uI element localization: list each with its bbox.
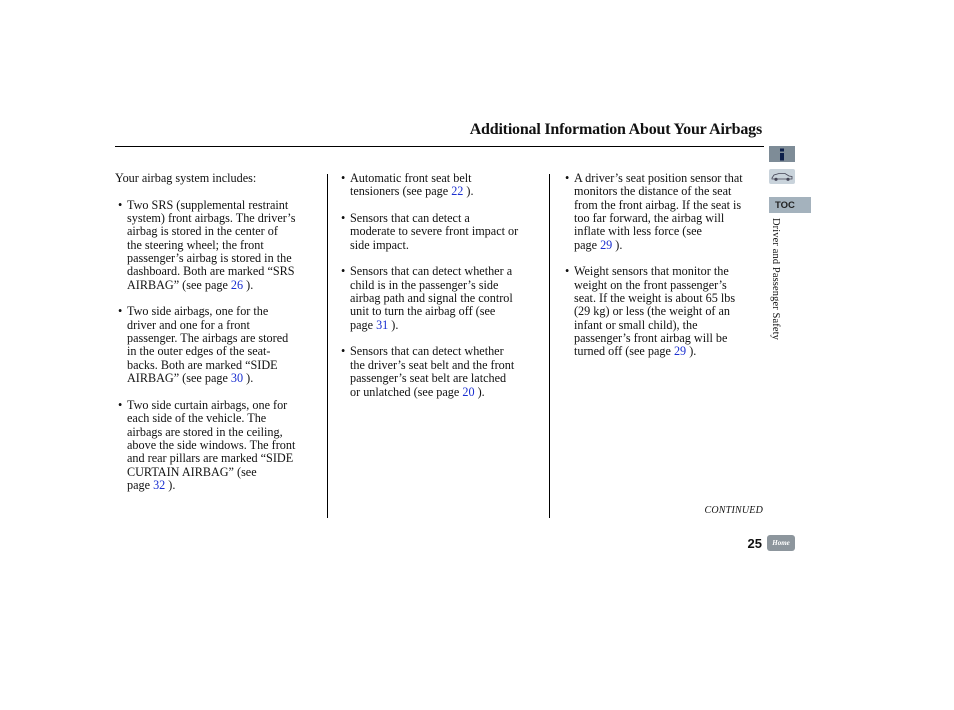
item-text-line [350,185,544,198]
item-text-line: above the side windows. The front [127,437,296,452]
page-link[interactable]: 30 [230,371,244,386]
item-text-line [127,479,323,492]
column-divider [327,174,328,518]
intro-text: Your airbag system includes: [115,171,257,185]
page-link[interactable]: 26 [230,277,244,292]
ref-suffix: ). [243,371,254,386]
column-divider [549,174,550,518]
ref-prefix: tensioners (see page [350,184,452,199]
item-text-line: (29 kg) or less (the weight of an [574,304,731,319]
info-icon[interactable] [769,146,795,162]
ref-prefix: page [574,237,601,252]
item-text-line: passenger. The airbags are stored [127,331,289,346]
car-icon[interactable] [769,169,795,184]
item-text-line: the driver’s seat belt and the front [350,357,515,372]
page-link[interactable]: 29 [673,344,687,359]
ref-suffix: ). [165,477,176,492]
item-text-line: passenger’s front airbag will be [574,331,728,346]
list-item [115,305,323,385]
list-item [338,212,544,252]
item-text-line: airbag path and signal the control [350,291,513,306]
item-text-line: monitors the distance of the seat [574,184,732,199]
ref-prefix: AIRBAG” (see page [127,277,231,292]
page-link[interactable]: 20 [462,384,475,399]
item-text-line: • Two SRS (supplemental restraint [127,197,289,212]
sensor-list-2 [562,172,764,359]
item-text-line: passenger’s airbag is stored in the [127,251,292,266]
item-text-line [574,239,764,252]
ref-suffix: ). [243,277,254,292]
column-2 [338,172,544,412]
page-link[interactable]: 22 [451,184,464,199]
list-item [115,199,323,292]
title-rule [115,146,764,147]
continued-label: CONTINUED [704,505,763,516]
item-text-line: inflate with less force (see [574,224,702,239]
ref-suffix: ). [463,184,474,199]
ref-prefix: AIRBAG” (see page [127,371,231,386]
list-item [562,172,764,252]
item-text-line: backs. Both are marked “SIDE [127,357,278,372]
item-text-line [350,319,544,332]
item-text-line: in the outer edges of the seat- [127,344,271,359]
ref-prefix: page [127,477,154,492]
item-text-line: too far forward, the airbag will [574,211,725,226]
column-1 [115,172,323,506]
item-text-line: and rear pillars are marked “SIDE [127,451,294,466]
sensor-list [338,172,544,399]
ref-suffix: ). [686,344,697,359]
item-text-line: • Two side curtain airbags, one for [127,397,288,412]
column-3 [562,172,764,372]
item-text-line: • Sensors that can detect whether [350,344,504,359]
item-text-line: airbags are stored in the ceiling, [127,424,283,439]
item-text-line: passenger’s seat belt are latched [350,371,507,386]
item-text-line: side impact. [350,237,409,252]
page-number: 25 [747,536,762,551]
ref-suffix: ). [474,384,485,399]
item-text-line: child is in the passenger’s side [350,277,499,292]
ref-suffix: ). [612,237,623,252]
item-text-line: weight on the front passenger’s [574,277,727,292]
list-item [562,265,764,358]
item-text-line: from the front airbag. If the seat is [574,197,742,212]
item-text-line: infant or small child), the [574,317,698,332]
item-text-line [127,279,323,292]
item-text-line: • Sensors that can detect a [350,211,470,226]
item-text-line: CURTAIN AIRBAG” (see [127,464,257,479]
item-text-line [350,386,544,399]
item-text-line: driver and one for a front [127,317,250,332]
item-text-line: • Automatic front seat belt [350,171,472,185]
item-text-line: unit to turn the airbag off (see [350,304,496,319]
page-link[interactable]: 32 [153,477,166,492]
home-button[interactable]: Home [767,535,795,551]
ref-prefix: turned off (see page [574,344,674,359]
item-text-line: airbag is stored in the center of [127,224,278,239]
item-text-line: • Weight sensors that monitor the [574,264,729,279]
page-link[interactable]: 31 [376,317,389,332]
ref-suffix: ). [388,317,399,332]
info-icon-glyph [777,148,787,161]
section-label: Driver and Passenger Safety [770,218,781,340]
list-item [338,265,544,332]
page-title: Additional Information About Your Airbags [469,121,762,138]
airbag-list [115,199,323,493]
item-text-line: moderate to severe front impact or [350,224,519,239]
item-text-line: seat. If the weight is about 65 lbs [574,291,736,306]
item-text-line: • A driver’s seat position sensor that [574,171,743,185]
item-text-line: each side of the vehicle. The [127,411,267,426]
item-text-line [127,372,323,385]
toc-tab[interactable]: TOC [769,197,811,213]
item-text-line: dashboard. Both are marked “SRS [127,264,295,279]
ref-prefix: or unlatched (see page [350,384,463,399]
list-item [338,172,544,199]
item-text-line: • Two side airbags, one for the [127,304,269,319]
page-link[interactable]: 29 [600,237,613,252]
list-item [115,399,323,492]
item-text-line: system) front airbags. The driver’s [127,211,296,226]
item-text-line: the steering wheel; the front [127,237,264,252]
ref-prefix: page [350,317,377,332]
list-item [338,345,544,398]
item-text-line [574,345,764,358]
car-icon-glyph [770,171,794,182]
item-text-line: • Sensors that can detect whether a [350,264,513,279]
